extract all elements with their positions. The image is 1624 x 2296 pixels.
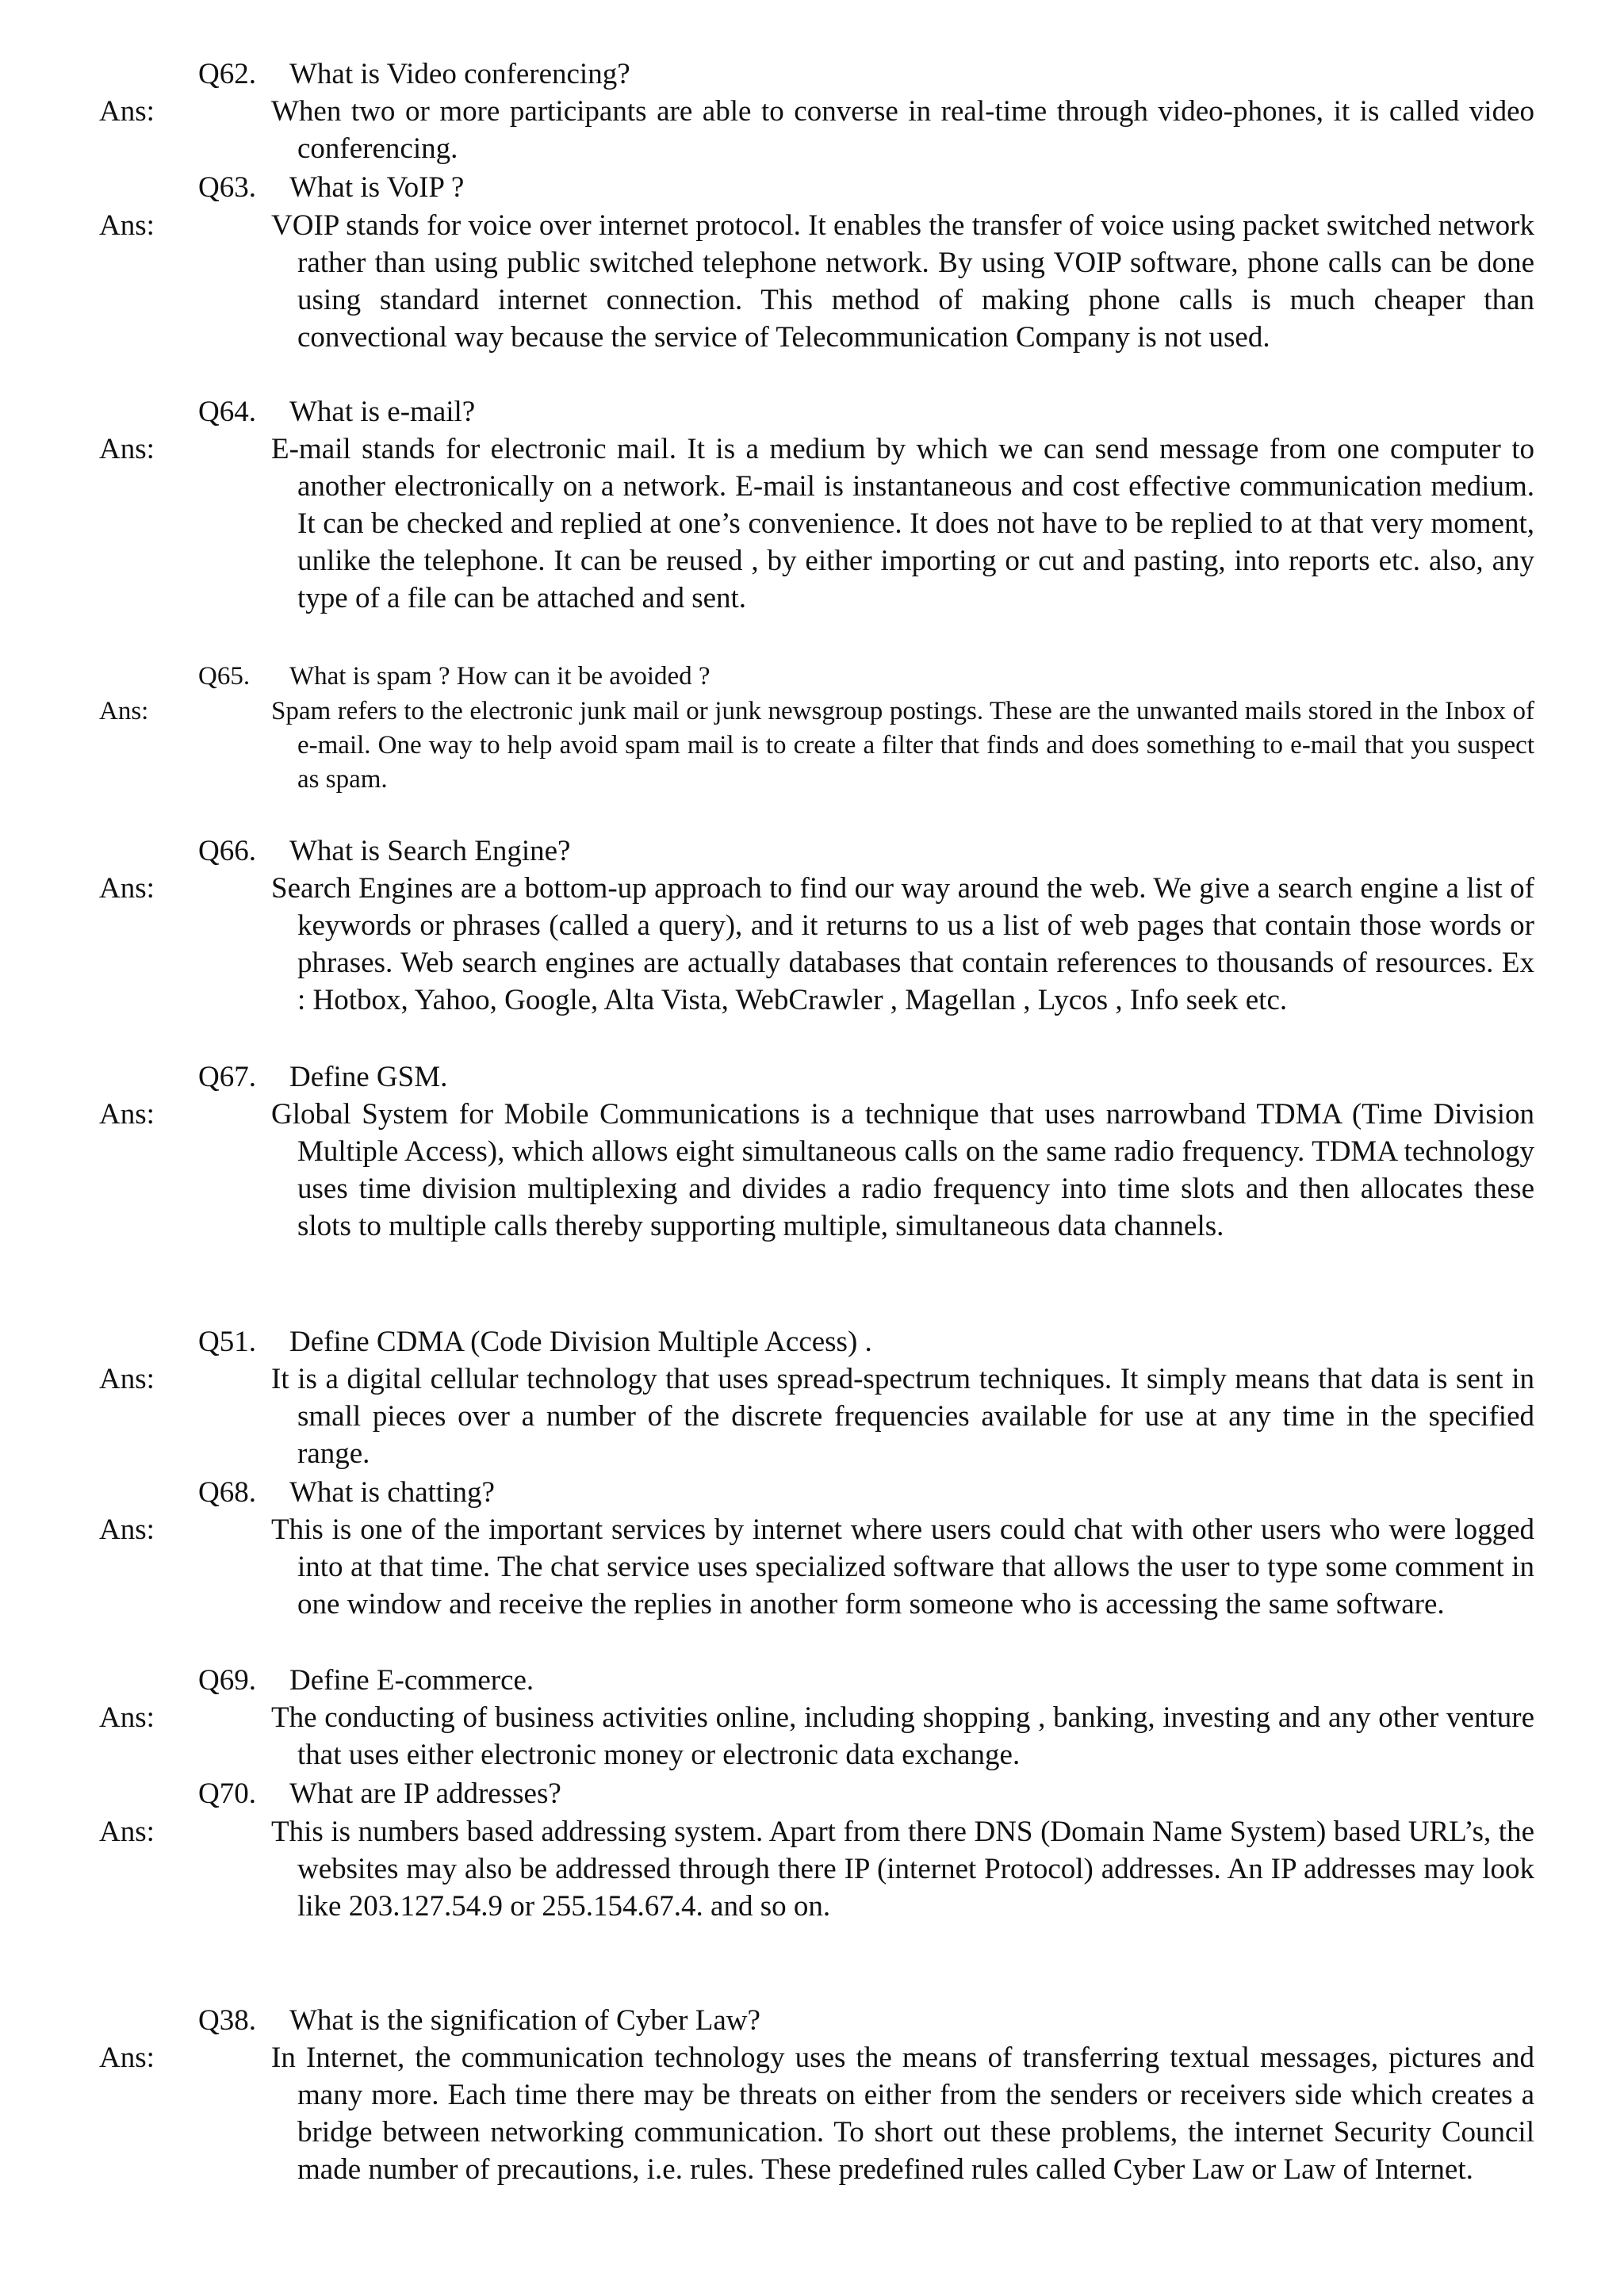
answer-text: E-mail stands for electronic mail. It is a medium by which we can send message from one computer to another electronically on a network. E-mail is instantaneous and cost effective communication medium. It can be checked and replied at one’s convenience. It does not have to be replied to at that very moment, unlike the telephone. It can be reused , by either importing or cut and pasting, into reports etc. also, any type of a file can be attached and sent. — [271, 433, 1534, 614]
question-q62 — [198, 55, 1435, 93]
answer-text: It is a digital cellular technology that uses spread-spectrum techniques. It simply means that data is sent in small pieces over a number of the discrete frequencies available for use at any time in the specified range. — [271, 1363, 1534, 1470]
question-label: Q67. — [198, 1061, 256, 1093]
answer-q51 — [99, 1360, 1534, 1472]
answer-label: Ans: — [99, 209, 155, 242]
answer-q65 — [99, 695, 1534, 797]
answer-q67 — [99, 1096, 1534, 1245]
question-q51 — [198, 1323, 1435, 1360]
answer-label: Ans: — [99, 433, 155, 465]
answer-text: VOIP stands for voice over internet protocol. It enables the transfer of voice using packet switched network rather than using public switched telephone network. By using VOIP software, phone calls can be done using standard internet connection. This method of making phone calls is much cheaper than convectional way because the service of Telecommunication Company is not used. — [271, 209, 1534, 354]
answer-text: The conducting of business activities online, including shopping , banking, investing and any other venture that uses either electronic money or electronic data exchange. — [271, 1701, 1534, 1771]
question-text: What is spam ? How can it be avoided ? — [289, 662, 710, 691]
question-label: Q51. — [198, 1326, 256, 1358]
answer-label: Ans: — [99, 872, 155, 905]
question-label: Q63. — [198, 171, 256, 204]
answer-text: In Internet, the communication technology uses the means of transferring textual messages, pictures and many more. Each time there may be threats on either from the senders or receivers side which creates a bridge between networking communication. To short out these problems, the internet Security Council made number of precautions, i.e. rules. These predefined rules called Cyber Law or Law of Internet. — [271, 2042, 1534, 2186]
answer-q66 — [99, 870, 1534, 1019]
answer-q38 — [99, 2039, 1534, 2188]
answer-label: Ans: — [99, 1816, 155, 1848]
question-text: What is the signification of Cyber Law? — [289, 2004, 760, 2037]
question-label: Q62. — [198, 58, 256, 90]
question-text: What are IP addresses? — [289, 1777, 561, 1810]
question-label: Q68. — [198, 1476, 256, 1509]
answer-q69 — [99, 1699, 1534, 1774]
question-text: What is Search Engine? — [289, 835, 571, 867]
question-text: What is e-mail? — [289, 396, 476, 428]
answer-q64 — [99, 430, 1534, 617]
question-text: Define GSM. — [289, 1061, 448, 1093]
answer-text: Global System for Mobile Communications is a technique that uses narrowband TDMA (Time Division Multiple Access), which allows eight simultaneous calls on the same radio frequency. TDMA technology uses time division multiplexing and divides a radio frequency into time slots and then allocates these slots to multiple calls thereby supporting multiple, simultaneous data channels. — [271, 1098, 1534, 1242]
answer-q63 — [99, 207, 1534, 356]
question-q64 — [198, 393, 1435, 430]
answer-label: Ans: — [99, 2042, 155, 2074]
answer-text: This is numbers based addressing system. Apart from there DNS (Domain Name System) based URL’s, the websites may also be addressed through there IP (internet Protocol) addresses. An IP addresses may look like 203.127.54.9 or 255.154.67.4. and so on. — [271, 1816, 1534, 1923]
answer-label: Ans: — [99, 697, 149, 725]
answer-text: Search Engines are a bottom-up approach to find our way around the web. We give a search engine a list of keywords or phrases (called a query), and it returns to us a list of web pages that contain those words or phrases. Web search engines are actually databases that contain references to thousands of resources. Ex : Hotbox, Yahoo, Google, Alta Vista, WebCrawler , Magellan , Lycos , Info seek etc. — [271, 872, 1534, 1016]
answer-text: When two or more participants are able to converse in real-time through video-phones, it is called video conferencing. — [271, 95, 1534, 165]
answer-label: Ans: — [99, 1701, 155, 1734]
question-q65 — [198, 660, 1435, 694]
answer-label: Ans: — [99, 95, 155, 128]
question-q68 — [198, 1474, 1435, 1511]
answer-text: Spam refers to the electronic junk mail or junk newsgroup postings. These are the unwanted mails stored in the Inbox of e-mail. One way to help avoid spam mail is to create a filter that finds and does something to e-mail that you suspect as spam. — [271, 697, 1534, 794]
question-text: What is VoIP ? — [289, 171, 465, 204]
question-label: Q66. — [198, 835, 256, 867]
question-q66 — [198, 832, 1435, 870]
question-label: Q70. — [198, 1777, 256, 1810]
answer-label: Ans: — [99, 1363, 155, 1395]
question-text: What is chatting? — [289, 1476, 495, 1509]
question-q63 — [198, 169, 1435, 206]
answer-text: This is one of the important services by internet where users could chat with other users who were logged into at that time. The chat service uses specialized software that allows the user to type some comment in one window and receive the replies in another form someone who is accessing the same software. — [271, 1513, 1534, 1621]
question-text: What is Video conferencing? — [289, 58, 630, 90]
question-q67 — [198, 1058, 1435, 1096]
answer-q68 — [99, 1511, 1534, 1623]
question-label: Q64. — [198, 396, 256, 428]
question-label: Q65. — [198, 662, 251, 691]
question-q69 — [198, 1662, 1435, 1699]
question-q38 — [198, 2002, 1435, 2039]
answer-label: Ans: — [99, 1513, 155, 1546]
answer-q62 — [99, 93, 1534, 167]
question-label: Q69. — [198, 1664, 256, 1697]
answer-q70 — [99, 1813, 1534, 1925]
question-text: Define E-commerce. — [289, 1664, 534, 1697]
question-text: Define CDMA (Code Division Multiple Access) . — [289, 1326, 872, 1358]
question-label: Q38. — [198, 2004, 256, 2037]
question-q70 — [198, 1775, 1435, 1812]
answer-label: Ans: — [99, 1098, 155, 1131]
